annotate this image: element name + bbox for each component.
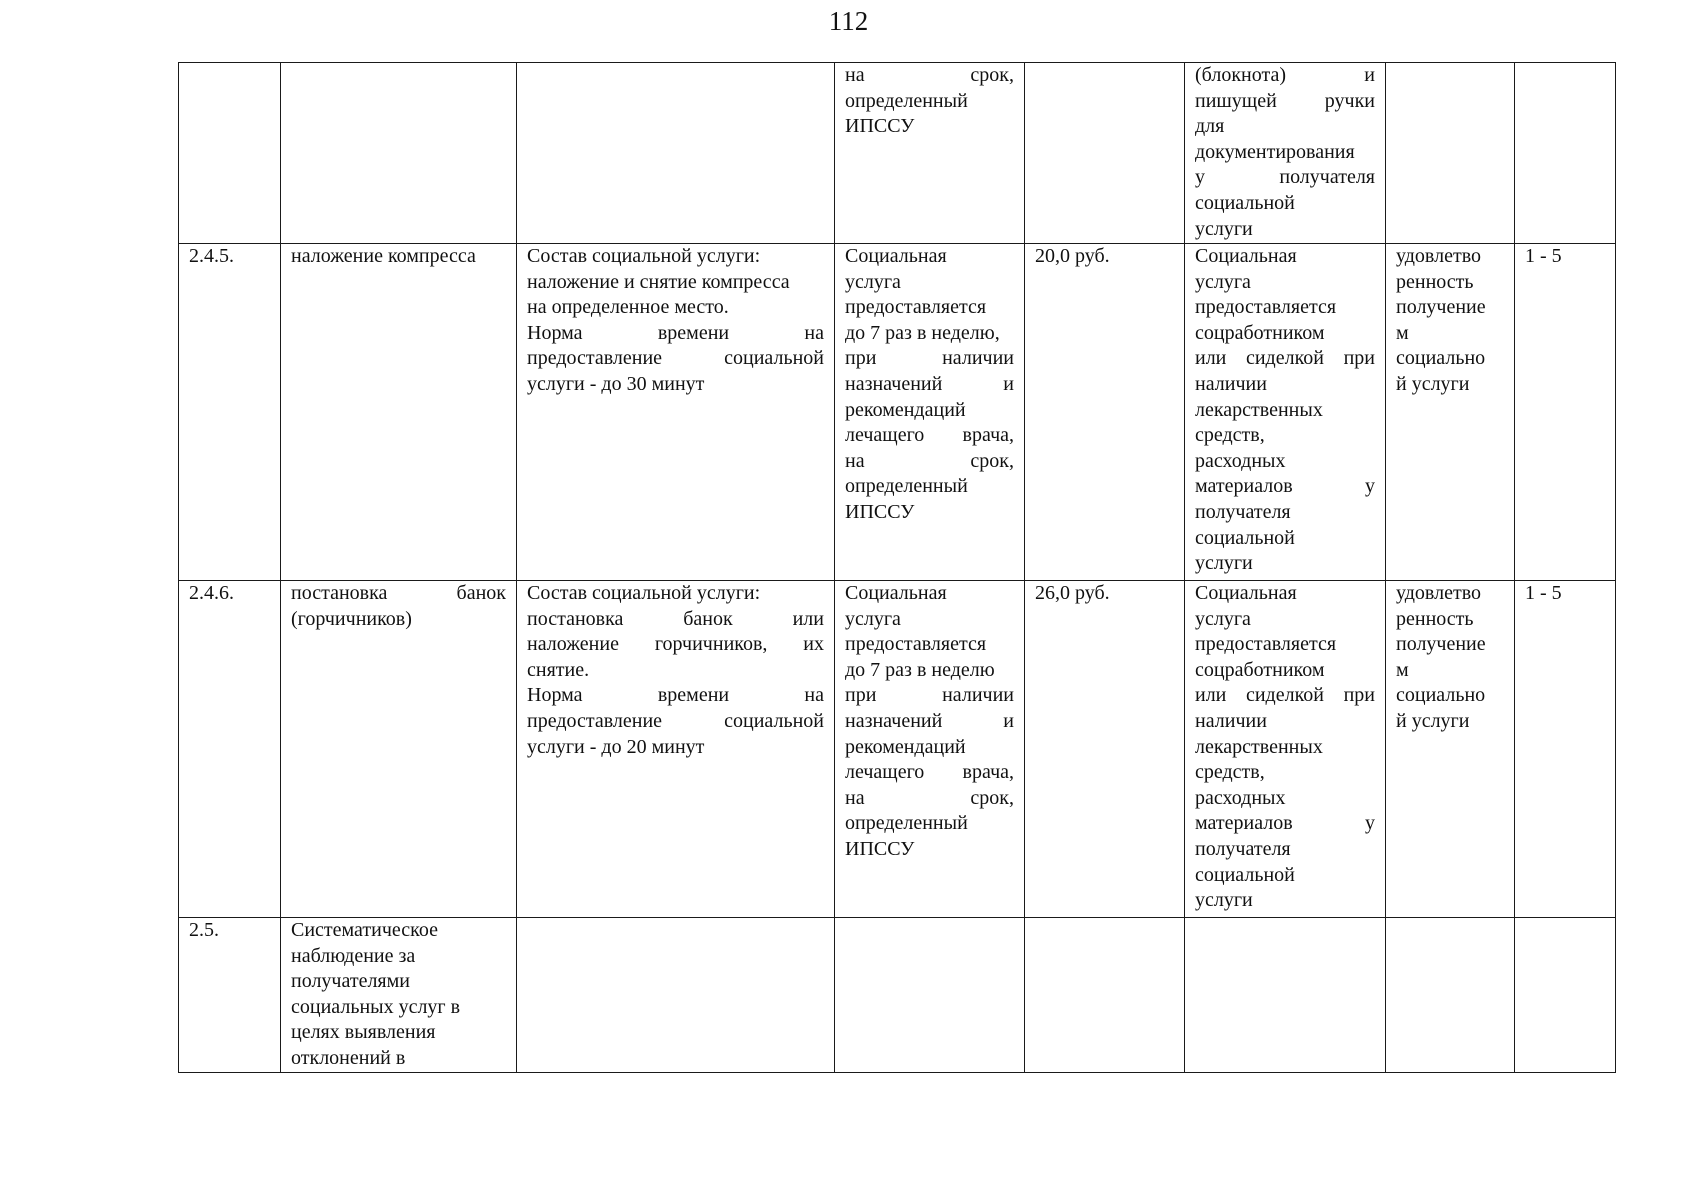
cell-text-line: ИПССУ <box>845 500 915 523</box>
row-number-cell <box>179 244 281 581</box>
cell-text: 2.4.6. <box>189 582 234 604</box>
cell-text-line: м <box>1396 658 1409 681</box>
cell-text-line: Систематическое <box>291 919 438 941</box>
cell-text-line: наблюдение за <box>291 944 416 967</box>
service-schedule-cell <box>835 918 1025 1073</box>
cell-text-line: лечащего врача, <box>845 761 1014 784</box>
cell-text-line: снятие. <box>527 658 590 681</box>
cell-text-line: услуга <box>845 607 901 630</box>
quality-indicator-cell <box>1386 918 1515 1073</box>
service-composition-cell <box>517 244 835 581</box>
cell-text-line: удовлетво <box>1396 245 1481 267</box>
rating-cell <box>1515 918 1616 1073</box>
cell-text-line: й услуги <box>1396 372 1470 395</box>
cell-text-line: наложение и снятие компресса <box>527 270 790 293</box>
quality-indicator-cell <box>1386 63 1515 244</box>
cell-text-line: материалов у <box>1195 812 1375 835</box>
cell-text-line: на срок, <box>845 786 1014 809</box>
cell-text-line: целях выявления <box>291 1021 436 1044</box>
cell-text-line: или сиделкой при <box>1195 347 1375 370</box>
cell-text-line: средств, <box>1195 424 1265 447</box>
table-row <box>179 63 1616 244</box>
cell-text-line: услуга <box>1195 270 1251 293</box>
service-schedule-cell <box>835 244 1025 581</box>
cell-text-line: определенный <box>845 475 968 498</box>
cell-text-line: (горчичников) <box>291 607 412 630</box>
cell-text-line: на определенное место. <box>527 296 729 319</box>
cell-text-line: наличии <box>1195 372 1267 395</box>
cell-text-line: ренность <box>1396 270 1474 293</box>
cell-text-line: предоставление социальной <box>527 347 824 370</box>
cell-text-line: у получателя <box>1195 166 1375 189</box>
cell-text: 2.4.5. <box>189 245 234 267</box>
cell-text-line: ИПССУ <box>845 837 915 860</box>
row-number-cell <box>179 918 281 1073</box>
cell-text-line: лечащего врача, <box>845 424 1014 447</box>
cell-text-line: получение <box>1396 296 1486 319</box>
cell-text-line: на срок, <box>845 64 1014 86</box>
cell-text-line: Социальная <box>845 582 947 604</box>
quality-indicator-cell <box>1386 244 1515 581</box>
cell-text: 2.5. <box>189 919 219 941</box>
cell-text-line: Норма времени на <box>527 684 824 707</box>
cell-text-line: (блокнота) и <box>1195 64 1375 86</box>
service-name-cell <box>281 244 517 581</box>
cell-text-line: социальной <box>1195 863 1295 886</box>
cell-text-line: пишущей ручки <box>1195 89 1375 112</box>
cell-text: 1 - 5 <box>1525 245 1562 267</box>
cell-text-line: услуги <box>1195 889 1253 912</box>
service-composition-cell <box>517 63 835 244</box>
service-conditions-cell <box>1185 244 1386 581</box>
cell-text-line: назначений и <box>845 709 1014 732</box>
cell-text-line: до 7 раз в неделю, <box>845 321 1000 344</box>
rating-cell <box>1515 63 1616 244</box>
cell-text-line: определенный <box>845 812 968 835</box>
cell-text-line: постановка банок или <box>527 607 824 630</box>
row-number-cell <box>179 63 281 244</box>
cell-text-line: получателями <box>291 970 410 993</box>
cell-text-line: расходных <box>1195 449 1286 472</box>
cell-text: 20,0 руб. <box>1035 245 1110 267</box>
cell-text-line: рекомендаций <box>845 398 966 421</box>
cell-text-line: получателя <box>1195 837 1291 860</box>
cell-text-line: постановка банок <box>291 582 506 604</box>
page-number: 112 <box>828 6 869 36</box>
cell-text-line: Социальная <box>845 245 947 267</box>
cell-text-line: рекомендаций <box>845 735 966 758</box>
cell-text-line: назначений и <box>845 372 1014 395</box>
service-name-cell <box>281 581 517 918</box>
service-price-cell <box>1025 581 1185 918</box>
cell-text-line: наложение горчичников, их <box>527 633 824 656</box>
cell-text-line: услуги - до 30 минут <box>527 372 705 395</box>
cell-text-line: получателя <box>1195 500 1291 523</box>
cell-text-line: услуги - до 20 минут <box>527 735 705 758</box>
cell-text-line: Социальная <box>1195 582 1297 604</box>
cell-text-line: для <box>1195 115 1225 138</box>
service-composition-cell <box>517 581 835 918</box>
cell-text-line: предоставляется <box>1195 633 1337 656</box>
cell-text-line: социальной <box>1195 526 1295 549</box>
row-number-cell <box>179 581 281 918</box>
cell-text-line: предоставляется <box>845 633 987 656</box>
service-price-cell <box>1025 244 1185 581</box>
cell-text-line: услуга <box>845 270 901 293</box>
cell-text-line: Состав социальной услуги: <box>527 245 761 267</box>
cell-text-line: социально <box>1396 684 1486 707</box>
cell-text-line: лекарственных <box>1195 735 1323 758</box>
cell-text-line: до 7 раз в неделю <box>845 658 995 681</box>
cell-text-line: наличии <box>1195 709 1267 732</box>
rating-cell <box>1515 581 1616 918</box>
cell-text-line: лекарственных <box>1195 398 1323 421</box>
table-row <box>179 244 1616 581</box>
cell-text: 26,0 руб. <box>1035 582 1110 604</box>
rating-cell <box>1515 244 1616 581</box>
cell-text-line: м <box>1396 321 1409 344</box>
service-conditions-cell <box>1185 63 1386 244</box>
cell-text-line: предоставление социальной <box>527 709 824 732</box>
cell-text-line: получение <box>1396 633 1486 656</box>
service-price-cell <box>1025 63 1185 244</box>
service-conditions-cell <box>1185 918 1386 1073</box>
service-schedule-cell <box>835 581 1025 918</box>
cell-text-line: Норма времени на <box>527 321 824 344</box>
cell-text-line: расходных <box>1195 786 1286 809</box>
service-name-cell <box>281 63 517 244</box>
quality-indicator-cell <box>1386 581 1515 918</box>
cell-text-line: услуга <box>1195 607 1251 630</box>
cell-text-line: Состав социальной услуги: <box>527 582 761 604</box>
cell-text-line: на срок, <box>845 449 1014 472</box>
cell-text-line: социальных услуг в <box>291 995 461 1018</box>
cell-text-line: при наличии <box>845 347 1014 370</box>
cell-text-line: соцработником <box>1195 321 1325 344</box>
service-conditions-cell <box>1185 581 1386 918</box>
cell-text-line: соцработником <box>1195 658 1325 681</box>
cell-text-line: ренность <box>1396 607 1474 630</box>
cell-text-line: или сиделкой при <box>1195 684 1375 707</box>
cell-text: 1 - 5 <box>1525 582 1562 604</box>
services-table <box>178 62 1616 1073</box>
cell-text-line: отклонений в <box>291 1046 406 1069</box>
cell-text-line: материалов у <box>1195 475 1375 498</box>
service-price-cell <box>1025 918 1185 1073</box>
cell-text-line: наложение компресса <box>291 245 476 267</box>
cell-text-line: й услуги <box>1396 709 1470 732</box>
table-row <box>179 581 1616 918</box>
cell-text-line: документирования <box>1195 140 1355 163</box>
cell-text-line: социально <box>1396 347 1486 370</box>
cell-text-line: предоставляется <box>845 296 987 319</box>
cell-text-line: при наличии <box>845 684 1014 707</box>
service-schedule-cell <box>835 63 1025 244</box>
service-composition-cell <box>517 918 835 1073</box>
cell-text-line: средств, <box>1195 761 1265 784</box>
cell-text-line: удовлетво <box>1396 582 1481 604</box>
cell-text-line: Социальная <box>1195 245 1297 267</box>
service-name-cell <box>281 918 517 1073</box>
cell-text-line: услуги <box>1195 552 1253 575</box>
cell-text-line: определенный <box>845 89 968 112</box>
cell-text-line: предоставляется <box>1195 296 1337 319</box>
table-row <box>179 918 1616 1073</box>
cell-text-line: социальной <box>1195 191 1295 214</box>
cell-text-line: ИПССУ <box>845 115 915 138</box>
cell-text-line: услуги <box>1195 217 1253 240</box>
